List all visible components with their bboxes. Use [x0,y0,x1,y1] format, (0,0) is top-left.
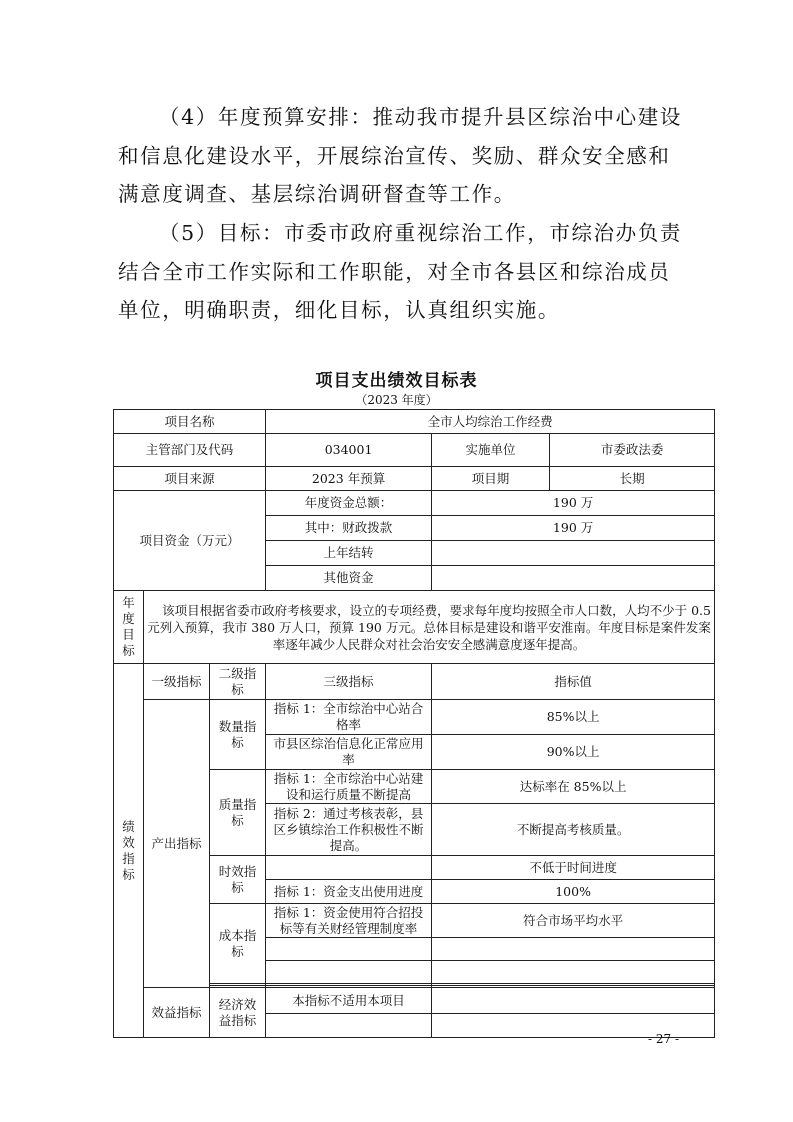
funds-row-value [432,566,715,591]
indicator-text [266,856,432,880]
funds-row-label: 年度资金总额： [266,491,432,516]
dept-label: 主管部门及代码 [114,434,266,467]
funds-row-value [432,541,715,566]
funds-row-value: 190 万 [432,516,715,541]
indicator-value: 85%以上 [432,700,715,735]
funds-row-label: 其他资金 [266,566,432,591]
yearly-goal-text: 该项目根据省委市政府考核要求，设立的专项经费，要求每年度均按照全市人口数，人均不少于 0.5 元列入预算，我市 380 万人口，预算 190 万元。总体目标是建设和谐平安淮南。年度目标是案件发案率逐年减少人民群众对社会治安安全感满意度逐年提高。 [144,591,715,664]
empty-cell [432,961,715,984]
output-indicator-label: 产出指标 [144,700,210,988]
header-level3: 三级指标 [266,664,432,700]
indicator-text: 指标 1：全市综治中心站建设和运行质量不断提高 [266,770,432,804]
header-level1: 一级指标 [144,664,210,700]
paragraph-budget-arrangement: （4）年度预算安排：推动我市提升县区综治中心建设和信息化建设水平，开展综治宣传、奖励、群众安全感和满意度调查、基层综治调研督查等工作。 [118,105,682,206]
table-title: 项目支出绩效目标表 [315,371,478,391]
empty-cell [266,938,432,961]
table-row [114,434,715,467]
header-value: 指标值 [432,664,715,700]
table-row [114,410,715,434]
cost-indicator-label: 成本指标 [210,904,266,984]
funds-row-label: 其中：财政拨款 [266,516,432,541]
indicator-text: 指标 1：资金使用符合招投标等有关财经管理制度率 [266,904,432,938]
yearly-goal-label: 年度目标 [114,591,144,664]
impl-unit-label: 实施单位 [432,434,550,467]
table-row [114,664,715,700]
dept-code: 034001 [266,434,432,467]
indicator-value: 不低于时间进度 [432,856,715,880]
funds-label: 项目资金（万元） [114,491,266,591]
empty-cell [432,938,715,961]
quality-indicator-label: 质量指标 [210,770,266,856]
indicator-text: 指标 2：通过考核表彰，县区乡镇综治工作积极性不断提高。 [266,804,432,856]
timeliness-indicator-label: 时效指标 [210,856,266,904]
table-subtitle: （2023 年度） [355,393,438,407]
indicator-text: 指标 1：资金支出使用进度 [266,880,432,904]
perf-indicators-label: 绩效指标 [114,664,144,1038]
indicator-value [432,988,715,1014]
table-row [114,491,715,516]
quantity-indicator-label: 数量指标 [210,700,266,770]
table-row [114,700,715,735]
indicator-value: 符合市场平均水平 [432,904,715,938]
econ-benefit-indicator-label: 经济效益指标 [210,988,266,1038]
paragraph-goal: （5）目标：市委市政府重视综治工作，市综治办负责结合全市工作实际和工作职能，对全市各县区和综治成员单位，明确职责，细化目标，认真组织实施。 [118,221,682,322]
table-row [114,988,715,1014]
indicator-value: 达标率在 85%以上 [432,770,715,804]
benefit-indicator-label: 效益指标 [144,988,210,1038]
indicator-text: 市县区综治信息化正常应用率 [266,735,432,770]
indicator-text: 指标 1：全市综治中心站合格率 [266,700,432,735]
source-label: 项目来源 [114,467,266,491]
indicator-text: 本指标不适用本项目 [266,988,432,1014]
empty-cell [266,961,432,984]
period-value: 长期 [550,467,715,491]
performance-goal-table [113,409,715,1038]
table-row [114,467,715,491]
indicator-value: 90%以上 [432,735,715,770]
page-number: - 27 - [648,1032,680,1046]
period-label: 项目期 [432,467,550,491]
source-value: 2023 年预算 [266,467,432,491]
header-level2: 二级指标 [210,664,266,700]
funds-row-value: 190 万 [432,491,715,516]
indicator-value: 100% [432,880,715,904]
funds-row-label: 上年结转 [266,541,432,566]
impl-unit-value: 市委政法委 [550,434,715,467]
indicator-value: 不断提高考核质量。 [432,804,715,856]
table-row [114,591,715,664]
project-name-value: 全市人均综治工作经费 [266,410,715,434]
empty-cell [266,1014,432,1038]
project-name-label: 项目名称 [114,410,266,434]
